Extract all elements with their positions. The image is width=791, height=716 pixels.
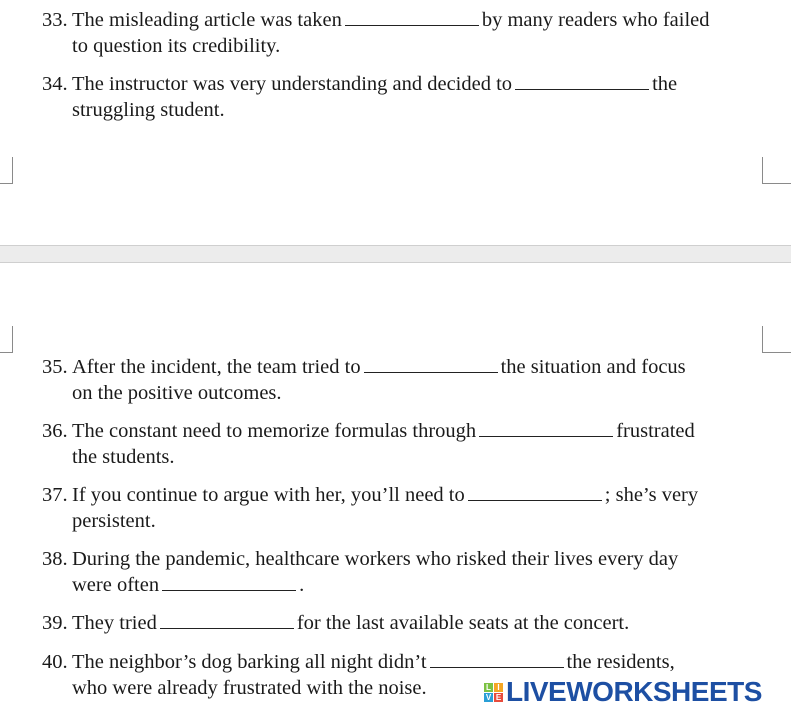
question-text: frustrated bbox=[616, 420, 695, 442]
question-text: . bbox=[299, 574, 305, 596]
question-text: to question its credibility. bbox=[72, 35, 281, 57]
question-text: The instructor was very understanding and decided to bbox=[72, 73, 513, 95]
page-separator bbox=[0, 245, 791, 263]
answer-blank[interactable] bbox=[479, 418, 613, 437]
answer-blank[interactable] bbox=[468, 482, 602, 501]
page-corner-mark bbox=[0, 157, 13, 184]
question-text: The misleading article was taken bbox=[72, 9, 342, 31]
question-text: If you continue to argue with her, you’ll need to bbox=[72, 484, 465, 506]
question-text: for the last available seats at the concert. bbox=[296, 612, 630, 634]
question-text: They tried bbox=[72, 612, 157, 634]
question-text: the situation and focus bbox=[500, 356, 686, 378]
question-text: struggling student. bbox=[72, 99, 225, 121]
question-text: persistent. bbox=[72, 510, 156, 532]
question-text: who were already frustrated with the noise. bbox=[72, 677, 427, 699]
question-39 bbox=[42, 610, 762, 636]
answer-blank[interactable] bbox=[430, 649, 564, 668]
question-number: 35. bbox=[42, 356, 68, 378]
question-text: The constant need to memorize formulas through bbox=[72, 420, 477, 442]
question-text: ; she’s very bbox=[604, 484, 699, 506]
logo-text: LIVEWORKSHEETS bbox=[506, 676, 762, 707]
question-text: by many readers who failed bbox=[481, 9, 710, 31]
liveworksheets-mark-icon: L I V E bbox=[485, 682, 502, 702]
question-number: 39. bbox=[42, 612, 68, 634]
question-number: 36. bbox=[42, 420, 68, 442]
question-number: 40. bbox=[42, 651, 68, 673]
answer-blank[interactable] bbox=[345, 7, 479, 26]
question-number: 34. bbox=[42, 73, 68, 95]
page-corner-mark bbox=[0, 326, 13, 353]
answer-blank[interactable] bbox=[364, 354, 498, 373]
question-text: the bbox=[652, 73, 678, 95]
question-34 bbox=[42, 71, 762, 123]
answer-blank[interactable] bbox=[160, 610, 294, 629]
question-text: After the incident, the team tried to bbox=[72, 356, 361, 378]
question-37 bbox=[42, 482, 762, 534]
question-text: were often bbox=[72, 574, 160, 596]
document-page-2 bbox=[0, 263, 791, 716]
question-text: During the pandemic, healthcare workers who risked their lives every day bbox=[72, 548, 679, 570]
question-number: 37. bbox=[42, 484, 68, 506]
question-text: The neighbor’s dog barking all night didn’t bbox=[72, 651, 427, 673]
question-text: the students. bbox=[72, 446, 175, 468]
document-page-1 bbox=[0, 0, 791, 245]
question-number: 38. bbox=[42, 548, 68, 570]
question-36 bbox=[42, 418, 762, 470]
question-text: on the positive outcomes. bbox=[72, 382, 282, 404]
question-33 bbox=[42, 7, 762, 59]
answer-blank[interactable] bbox=[162, 572, 296, 591]
question-text: the residents, bbox=[566, 651, 675, 673]
question-number: 33. bbox=[42, 9, 68, 31]
liveworksheets-logo bbox=[484, 678, 762, 706]
page-corner-mark bbox=[762, 326, 791, 353]
question-38 bbox=[42, 546, 762, 598]
question-35 bbox=[42, 354, 762, 406]
page-corner-mark bbox=[762, 157, 791, 184]
answer-blank[interactable] bbox=[515, 71, 649, 90]
